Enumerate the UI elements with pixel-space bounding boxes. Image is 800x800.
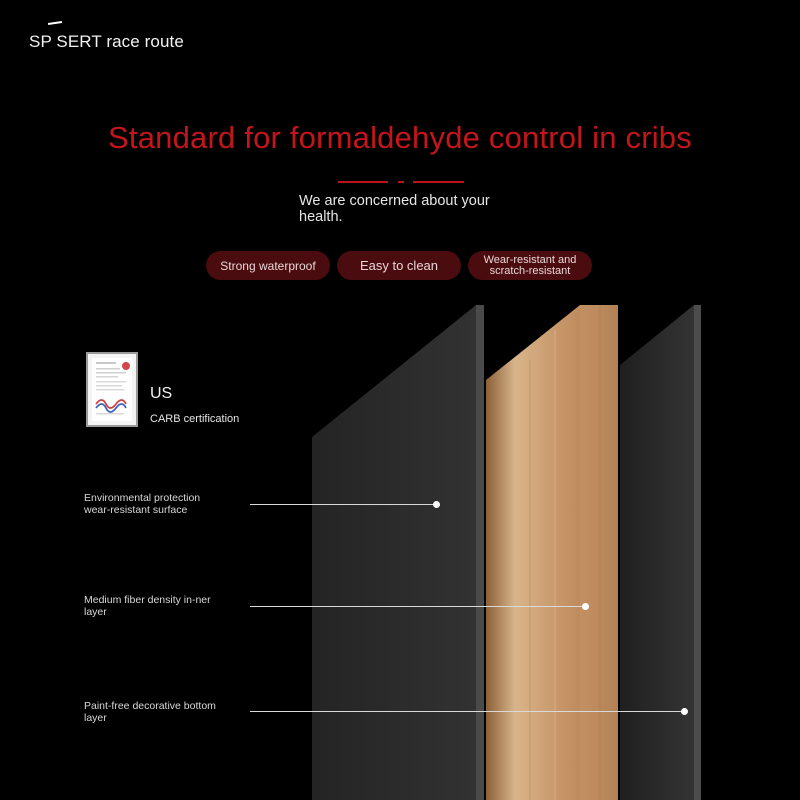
layer-label-bottom: Paint-free decorative bottom layer (84, 700, 216, 724)
bottom-layer-panel (620, 305, 701, 800)
leader-dot-surface (433, 501, 440, 508)
leader-line-core (250, 606, 586, 607)
brand-name: SP SERT race route (29, 32, 184, 51)
feature-badge-waterproof: Strong waterproof (206, 251, 330, 280)
core-layer-panel (486, 305, 618, 800)
layer-label-surface: Environmental protection wear-resistant surface (84, 492, 201, 516)
tagline: We are concerned about your health. (299, 193, 490, 225)
surface-layer-panel (312, 305, 484, 800)
leader-line-surface (250, 504, 436, 505)
feature-badge-easy-clean: Easy to clean (337, 251, 461, 280)
certification-name: CARB certification (150, 413, 240, 425)
leader-dot-bottom (681, 708, 688, 715)
feature-badge-wear-resistant: Wear-resistant and scratch-resistant (468, 251, 592, 280)
layer-label-core: Medium fiber density in-ner layer (84, 594, 211, 618)
certification-region: US (150, 385, 173, 402)
page-title: Standard for formaldehyde control in cribs (108, 120, 692, 155)
leader-line-bottom (250, 711, 685, 712)
leader-dot-core (582, 603, 589, 610)
